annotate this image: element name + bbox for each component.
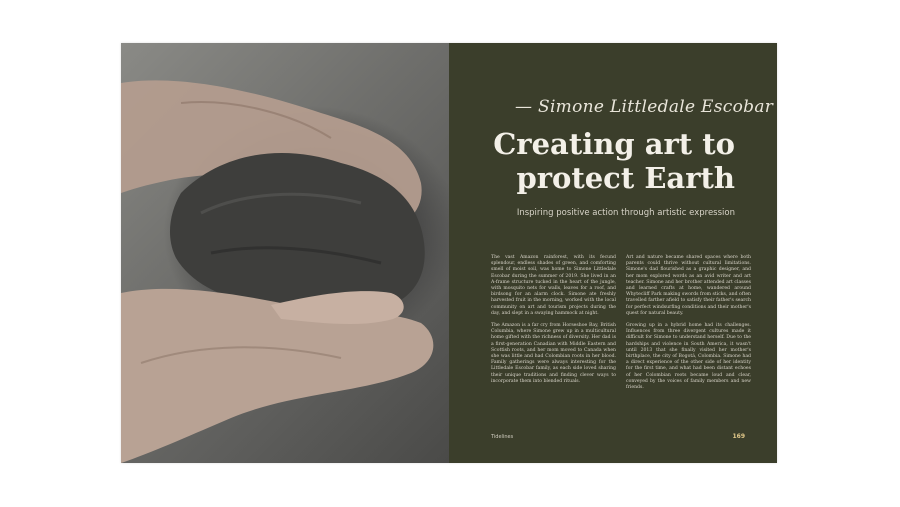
title-line-2: protect Earth — [516, 161, 735, 195]
article-subtitle: Inspiring positive action through artistic expression — [516, 208, 735, 218]
footer-publication: Tidelines — [491, 434, 514, 440]
title-line-1: Creating art to — [493, 127, 735, 161]
paragraph: The Amazon is a far cry from Horseshoe Bay, British Columbia, where Simone grew up in a multicultural home gifted with the richness of diversity. Her dad is a first-generation Canadian with Middle Eastern and Scottish roots, and her mom moved to Canada when she was little and had Colombian roots in her blood. Family gatherings were always interesting for the Littledale Escobar family, as each side loved sharing their unique traditions and finding clever ways to incorporate them into blended rituals. — [491, 323, 616, 384]
body-column-1 — [491, 255, 616, 391]
author-byline: — Simone Littledale Escobar — [515, 97, 774, 117]
article-page — [449, 43, 777, 463]
photo-illustration — [121, 43, 449, 463]
page-number: 169 — [732, 433, 745, 440]
hands-holding-clay-photo — [121, 43, 449, 463]
paragraph: The vast Amazon rainforest, with its fecund splendour, endless shades of green, and comforting smell of moist soil, was home to Simone Littledale Escobar during the summer of 2019. She lived in an A-frame structure tucked in the heart of the jungle, with mosquito nets for walls, leaves for a roof, and birdsong for an alarm clock. Simone ate freshly harvested fruit in the morning, worked with the local community on art and tourism projects during the day, and slept in a swaying hammock at night. — [491, 255, 616, 316]
magazine-spread — [121, 43, 777, 463]
paragraph: Art and nature became shared spaces where both parents could thrive without cultural limitations. Simone's dad flourished as a graphic designer, and her mom explored words as an avid writer and art teacher. Simone and her brother attended art classes and learned crafts at home, wandered around Whytecliff Park making swords from sticks, and often travelled farther afield to satisfy their father's search for perfect windsurfing conditions and their mother's quest for natural beauty. — [626, 255, 751, 316]
body-column-2 — [626, 255, 751, 397]
paragraph: Growing up in a hybrid home had its challenges. Influences from three divergent cultures made it difficult for Simone to understand herself. Due to the hardships and violence in South America, it wasn't until 2013 that she finally visited her mother's birthplace, the city of Bogotá, Colombia. Simone had a direct experience of the other side of her identity for the first time, and what had been distant echoes of her Colombian roots became loud and clear, conveyed by the voices of family members and new friends. — [626, 323, 751, 391]
article-title — [445, 127, 735, 195]
